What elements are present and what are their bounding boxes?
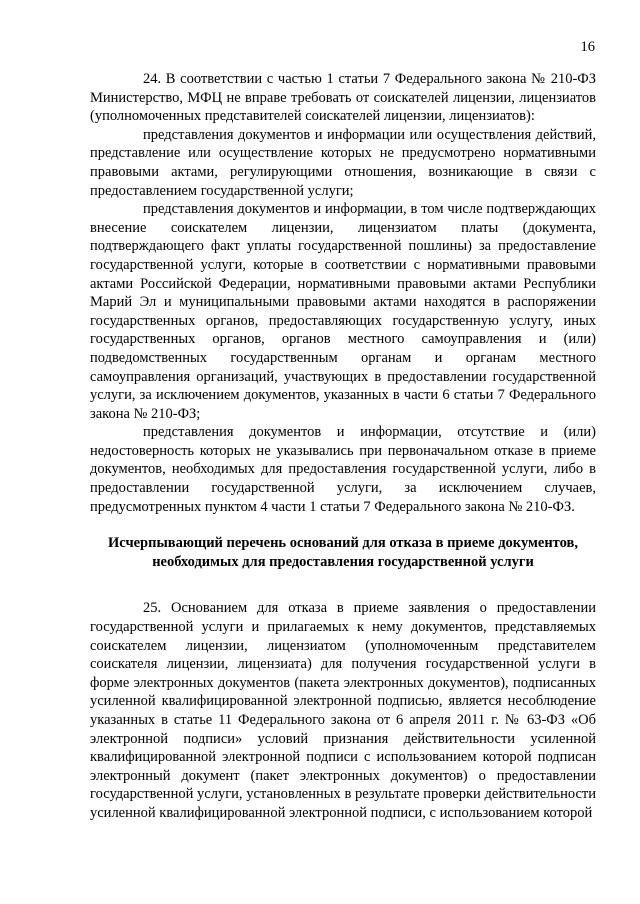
paragraph-24: 24. В соответствии с частью 1 статьи 7 Федерального закона № 210-ФЗ Министерство, МФЦ не вправе требовать от соискателей лицензии, лицензиатов (уполномоченных представителей соискателей лицензии, лицензиатов): (90, 71, 596, 125)
paragraph-item-1: представления документов и информации или осуществления действий, представление или осуществление которых не предусмотрено нормативными правовыми актами, регулирующими отношения, возникающие в связи с предоставлением государственной услуги; (90, 126, 596, 199)
document-body (90, 70, 596, 823)
paragraph-item-3: представления документов и информации, отсутствие и (или) недостоверность которых не указывались при первоначальном отказе в приеме документов, необходимых для предоставления государственной услуги, либо в предоставлении государственной услуги, за исключением случаев, предусмотренных пунктом 4 части 1 статьи 7 Федерального закона № 210-ФЗ. (90, 424, 596, 515)
section-heading: Исчерпывающий перечень оснований для отказа в приеме документов, необходимых для предоставления государственной услуги (108, 535, 578, 570)
paragraph-item-2: представления документов и информации, в том числе подтверждающих внесение соискателем лицензии, лицензиатом платы (документа, подтверждающего факт уплаты государственной пошлины) за предоставление государственной услуги, которые в соответствии с нормативными правовыми актами Российской Федерации, нормативными правовыми актами Республики Марий Эл и муниципальными правовыми актами находятся в распоряжении государственных органов, предоставляющих государственную услугу, иных государственных органов, органов местного самоуправления и (или) подведомственных государственным органам и органам местного самоуправления организаций, участвующих в предоставлении государственной услуги, за исключением документов, указанных в части 6 статьи 7 Федерального закона № 210-ФЗ; (90, 201, 596, 422)
page-number: 16 (580, 39, 595, 55)
paragraph-25: 25. Основанием для отказа в приеме заявления о предоставлении государственной услуги и прилагаемых к нему документов, представляемых соискателем лицензии, лицензиатом (уполномоченным представителем соискателя лицензии, лицензиата) для получения государственной услуги в форме электронных документов (пакета электронных документов), подписанных усиленной квалифицированной электронной подписью, является несоблюдение указанных в статье 11 Федерального закона от 6 апреля 2011 г. № 63-ФЗ «Об электронной подписи» условий признания действительности усиленной квалифицированной электронной подписи с использованием которой подписан электронный документ (пакет электронных документов) о предоставлении государственной услуги, установленных в результате проверки действительности усиленной квалифицированной электронной подписи, с использованием которой (90, 600, 596, 821)
